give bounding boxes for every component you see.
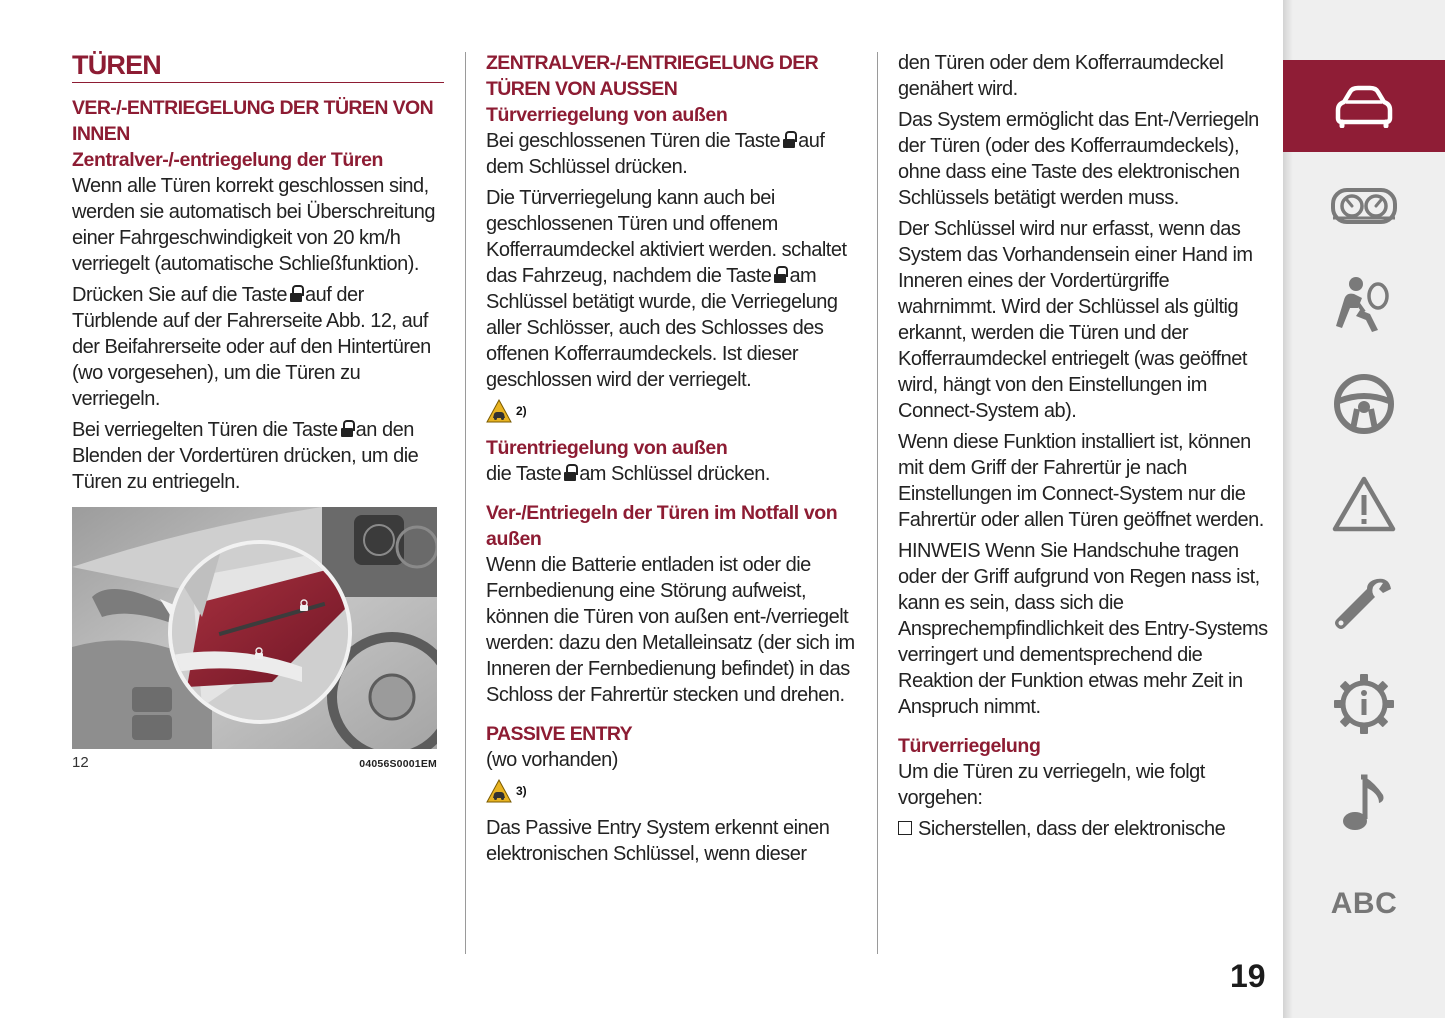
paragraph-note: HINWEIS Wenn Sie Handschuhe tragen oder der Griff aufgrund von Regen nass ist, kann es sein, dass sich die Ansprechempfindlichkeit des Entry-Systems verringert und dementsprechend die Reaktion der Funktion etwas mehr Zeit in Anspruch nimmt. xyxy=(898,540,1268,718)
paragraph-trunk-open xyxy=(486,185,858,393)
heading-lock-outside: Türverriegelung von außen xyxy=(486,104,728,126)
tab-service[interactable] xyxy=(1283,558,1445,650)
checkbox-bullet xyxy=(898,821,912,835)
tab-warnings[interactable] xyxy=(1283,458,1445,550)
paragraph-text: am Schlüssel drücken. xyxy=(579,463,770,485)
heading-emergency: Ver-/Entriegeln der Türen im Notfall von außen xyxy=(486,502,838,550)
unlock-icon xyxy=(564,464,576,481)
heading-inner-locking: VER-/-ENTRIEGELUNG DER TÜREN VON INNEN xyxy=(72,97,434,145)
column-divider-left xyxy=(465,52,466,954)
heading-passive-entry: PASSIVE ENTRY xyxy=(486,723,633,745)
heading-unlock-outside: Türentriegelung von außen xyxy=(486,437,728,459)
paragraph-unlock-key xyxy=(486,461,858,487)
paragraph-text: an den Blenden der Vordertüren drücken, um die Türen zu entriegeln. xyxy=(72,419,419,493)
section-title: TÜREN xyxy=(72,50,444,83)
heading-outer-locking: ZENTRALVER-/-ENTRIEGELUNG DER TÜREN VON AUSSEN xyxy=(486,52,819,100)
steering-wheel-icon xyxy=(1333,373,1395,435)
paragraph-text: am Schlüssel betätigt wurde, die Verriegelung aller Schlösser, auch des Schlosses des offenen Kofferraumdeckels. Ist dieser geschlossen wird der verriegelt. xyxy=(486,265,838,391)
lock-icon xyxy=(290,285,302,302)
column-3 xyxy=(898,50,1270,847)
warning-ref-text: 2) xyxy=(516,404,527,418)
paragraph-text: auf dem Schlüssel drücken. xyxy=(486,130,825,178)
dashboard-gauges-icon xyxy=(1331,186,1397,226)
heading-central-locking: Zentralver-/-entriegelung der Türen xyxy=(72,149,384,171)
tab-technical[interactable] xyxy=(1283,658,1445,750)
paragraph-where-available: (wo vorhanden) xyxy=(486,749,618,771)
warning-car-icon xyxy=(486,399,512,423)
figure-caption xyxy=(72,754,437,771)
gear-info-icon xyxy=(1333,673,1395,735)
paragraph-emergency: Wenn die Batterie entladen ist oder die Fernbedienung eine Störung aufweist, können die Türen von außen ent-/verriegelt werden: dazu den Metalleinsatz (der sich im Inneren der Fernbedienung befindet) in das Schloss der Fahrertür stecken und drehen. xyxy=(486,554,855,706)
warning-ref-text: 3) xyxy=(516,784,527,798)
music-note-icon xyxy=(1339,773,1389,835)
column-2 xyxy=(486,50,858,872)
lock-icon xyxy=(774,266,786,283)
tab-steering[interactable] xyxy=(1283,358,1445,450)
warning-car-icon xyxy=(486,779,512,803)
list-item-text: Sicherstellen, dass der elektronische xyxy=(918,818,1226,840)
tab-safety[interactable] xyxy=(1283,258,1445,350)
paragraph-text: Drücken Sie auf die Taste xyxy=(72,284,288,306)
paragraph-unlock-button xyxy=(72,417,444,495)
paragraph-text: Bei verriegelten Türen die Taste xyxy=(72,419,338,441)
column-divider-right xyxy=(877,52,878,954)
tab-multimedia[interactable] xyxy=(1283,758,1445,850)
tab-car[interactable] xyxy=(1283,60,1445,152)
paragraph-text: die Taste xyxy=(486,463,562,485)
paragraph-lock-key xyxy=(486,128,858,180)
heading-door-lock: Türverriegelung xyxy=(898,735,1041,757)
list-item xyxy=(898,816,1270,842)
lock-icon xyxy=(783,131,795,148)
unlock-icon xyxy=(341,420,353,437)
door-panel-illustration xyxy=(72,507,437,749)
figure-code: 04056S0001EM xyxy=(359,758,437,770)
paragraph-text: Die Türverriegelung kann auch bei geschlossenen Türen und offenem Kofferraumdeckel aktiviert werden. schaltet das Fahrzeug, nachdem die Taste xyxy=(486,187,847,287)
paragraph-procedure: Um die Türen zu verriegeln, wie folgt vorgehen: xyxy=(898,761,1205,809)
page-number: 19 xyxy=(1230,958,1266,994)
figure-number: 12 xyxy=(72,754,89,771)
warning-reference-1[interactable] xyxy=(486,399,858,423)
car-icon xyxy=(1332,84,1396,128)
warning-triangle-icon xyxy=(1332,475,1396,533)
paragraph-system: Das System ermöglicht das Ent-/Verriegeln der Türen (oder des Kofferraumdeckels), ohne dass eine Taste des elektronischen Schlüssels betätigt werden muss. xyxy=(898,109,1259,209)
abc-index-label: ABC xyxy=(1330,887,1398,920)
airbag-person-icon xyxy=(1334,274,1394,334)
paragraph-auto-lock: Wenn alle Türen korrekt geschlossen sind, werden sie automatisch bei Überschreitung einer Fahrgeschwindigkeit von 20 km/h verriegelt (automatische Schließfunktion). xyxy=(72,175,436,275)
warning-reference-2[interactable] xyxy=(486,779,858,803)
door-panel-figure xyxy=(72,507,437,749)
wrench-icon xyxy=(1333,573,1395,635)
paragraph-key-detect: Der Schlüssel wird nur erfasst, wenn das System das Vorhandensein einer Hand im Inneren eines der Vordertürgriffe wahrnimmt. Wird der Schlüssel als gültig erkannt, werden die Türen und der Kofferraumdeckel entriegelt (was geöffnet wird, hängt von den Einstellungen im Connect-System ab). xyxy=(898,218,1253,422)
paragraph-text: auf der Türblende auf der Fahrerseite Abb. 12, auf der Beifahrerseite oder auf den Hintertüren (wo vorgesehen), um die Türen zu verriegeln. xyxy=(72,284,431,410)
paragraph-lock-button xyxy=(72,282,444,412)
paragraph-approach: den Türen oder dem Kofferraumdeckel genähert wird. xyxy=(898,52,1224,100)
column-1 xyxy=(72,50,444,771)
paragraph-text: Bei geschlossenen Türen die Taste xyxy=(486,130,781,152)
tab-dashboard[interactable] xyxy=(1283,160,1445,252)
paragraph-function: Wenn diese Funktion installiert ist, können mit dem Griff der Fahrertür je nach Einstellungen im Connect-System nur die Fahrertür oder allen Türen geöffnet werden. xyxy=(898,431,1264,531)
paragraph-passive-entry: Das Passive Entry System erkennt einen elektronischen Schlüssel, wenn dieser xyxy=(486,817,830,865)
tab-index[interactable] xyxy=(1283,858,1445,950)
